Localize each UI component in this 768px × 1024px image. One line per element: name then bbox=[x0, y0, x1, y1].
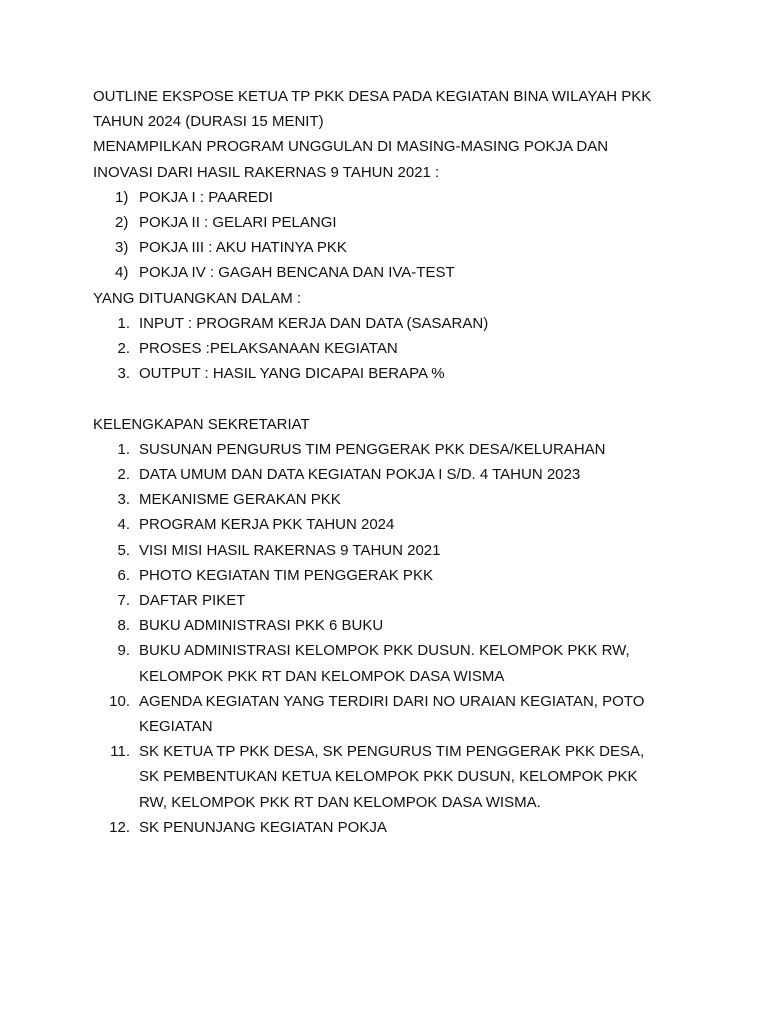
list-item-text: INPUT : PROGRAM KERJA DAN DATA (SASARAN) bbox=[139, 314, 489, 332]
list-item bbox=[93, 815, 676, 840]
blank-line bbox=[93, 386, 676, 411]
list-item bbox=[93, 336, 676, 361]
list-item bbox=[93, 235, 676, 260]
list-item-text: POKJA I : PAAREDI bbox=[139, 188, 273, 206]
list-item bbox=[93, 462, 676, 487]
list-item bbox=[93, 739, 676, 815]
list-item-text: BUKU ADMINISTRASI KELOMPOK PKK DUSUN. KELOMPOK PKK RW, bbox=[139, 642, 630, 660]
list-item bbox=[93, 210, 676, 235]
list-item bbox=[93, 311, 676, 336]
list-item-text: PROGRAM KERJA PKK TAHUN 2024 bbox=[139, 516, 395, 534]
list-item-text: SK PEMBENTUKAN KETUA KELOMPOK PKK DUSUN, KELOMPOK PKK bbox=[139, 768, 638, 786]
pokja-list bbox=[93, 185, 676, 286]
list-item-number: 2. bbox=[117, 340, 130, 358]
list-item-text: BUKU ADMINISTRASI PKK 6 BUKU bbox=[139, 617, 384, 635]
list-item-number: 4. bbox=[117, 516, 130, 534]
list-item bbox=[93, 185, 676, 210]
intro-line-3: MENAMPILKAN PROGRAM UNGGULAN DI MASING-MASING POKJA DAN bbox=[93, 138, 609, 156]
list-item bbox=[93, 487, 676, 512]
list-item-number: 11. bbox=[110, 743, 130, 761]
sekretariat-heading: KELENGKAPAN SEKRETARIAT bbox=[93, 415, 310, 433]
list-item-text: POKJA IV : GAGAH BENCANA DAN IVA-TEST bbox=[139, 264, 455, 282]
list-item bbox=[93, 689, 676, 739]
list-item-number: 1. bbox=[117, 440, 130, 458]
list-item-text: OUTPUT : HASIL YANG DICAPAI BERAPA % bbox=[139, 365, 445, 383]
list-item-number: 3. bbox=[117, 491, 130, 509]
list-item-number: 3) bbox=[115, 239, 129, 257]
list-item-number: 8. bbox=[117, 617, 130, 635]
list-item-text: VISI MISI HASIL RAKERNAS 9 TAHUN 2021 bbox=[139, 541, 441, 559]
list-item-text: AGENDA KEGIATAN YANG TERDIRI DARI NO URAIAN KEGIATAN, POTO bbox=[139, 692, 645, 710]
list-item bbox=[93, 538, 676, 563]
list-item bbox=[93, 613, 676, 638]
list-item bbox=[93, 638, 676, 688]
list-item bbox=[93, 512, 676, 537]
list-item-number: 12. bbox=[109, 818, 130, 836]
list-item-number: 3. bbox=[117, 365, 130, 383]
list-item-text: KELOMPOK PKK RT DAN KELOMPOK DASA WISMA bbox=[139, 667, 505, 685]
list-item-text: DATA UMUM DAN DATA KEGIATAN POKJA I S/D. 4 TAHUN 2023 bbox=[139, 466, 581, 484]
list-item bbox=[93, 260, 676, 285]
list-item-number: 10. bbox=[109, 692, 130, 710]
dituangkan-heading: YANG DITUANGKAN DALAM : bbox=[93, 289, 302, 307]
intro-line-1: OUTLINE EKSPOSE KETUA TP PKK DESA PADA KEGIATAN BINA WILAYAH PKK bbox=[93, 88, 652, 105]
dituangkan-list bbox=[93, 311, 676, 387]
list-item bbox=[93, 437, 676, 462]
list-item-number: 4) bbox=[115, 264, 129, 282]
list-item-number: 9. bbox=[117, 642, 130, 660]
list-item-text: POKJA III : AKU HATINYA PKK bbox=[139, 239, 347, 257]
list-item-number: 5. bbox=[117, 541, 130, 559]
list-item-text: SUSUNAN PENGURUS TIM PENGGERAK PKK DESA/KELURAHAN bbox=[139, 440, 606, 458]
intro-line-4: INOVASI DARI HASIL RAKERNAS 9 TAHUN 2021 : bbox=[93, 163, 440, 181]
list-item-text: DAFTAR PIKET bbox=[139, 592, 246, 610]
list-item-text: POKJA II : GELARI PELANGI bbox=[139, 214, 337, 232]
list-item bbox=[93, 361, 676, 386]
list-item-text: RW, KELOMPOK PKK RT DAN KELOMPOK DASA WISMA. bbox=[139, 793, 541, 811]
list-item-text: KEGIATAN bbox=[139, 718, 213, 736]
sekretariat-list bbox=[93, 437, 676, 840]
list-item-text: PROSES :PELAKSANAAN KEGIATAN bbox=[139, 340, 398, 358]
intro-line-2: TAHUN 2024 (DURASI 15 MENIT) bbox=[93, 113, 324, 131]
list-item-text: SK PENUNJANG KEGIATAN POKJA bbox=[139, 818, 387, 836]
list-item-number: 2) bbox=[115, 214, 129, 232]
list-item-text: MEKANISME GERAKAN PKK bbox=[139, 491, 341, 509]
list-item-number: 6. bbox=[117, 566, 130, 584]
list-item-number: 2. bbox=[117, 466, 130, 484]
list-item bbox=[93, 563, 676, 588]
list-item bbox=[93, 588, 676, 613]
list-item-text: SK KETUA TP PKK DESA, SK PENGURUS TIM PENGGERAK PKK DESA, bbox=[139, 743, 645, 761]
list-item-number: 1. bbox=[117, 314, 130, 332]
list-item-number: 7. bbox=[117, 592, 130, 610]
list-item-number: 1) bbox=[115, 188, 129, 206]
list-item-text: PHOTO KEGIATAN TIM PENGGERAK PKK bbox=[139, 566, 433, 584]
